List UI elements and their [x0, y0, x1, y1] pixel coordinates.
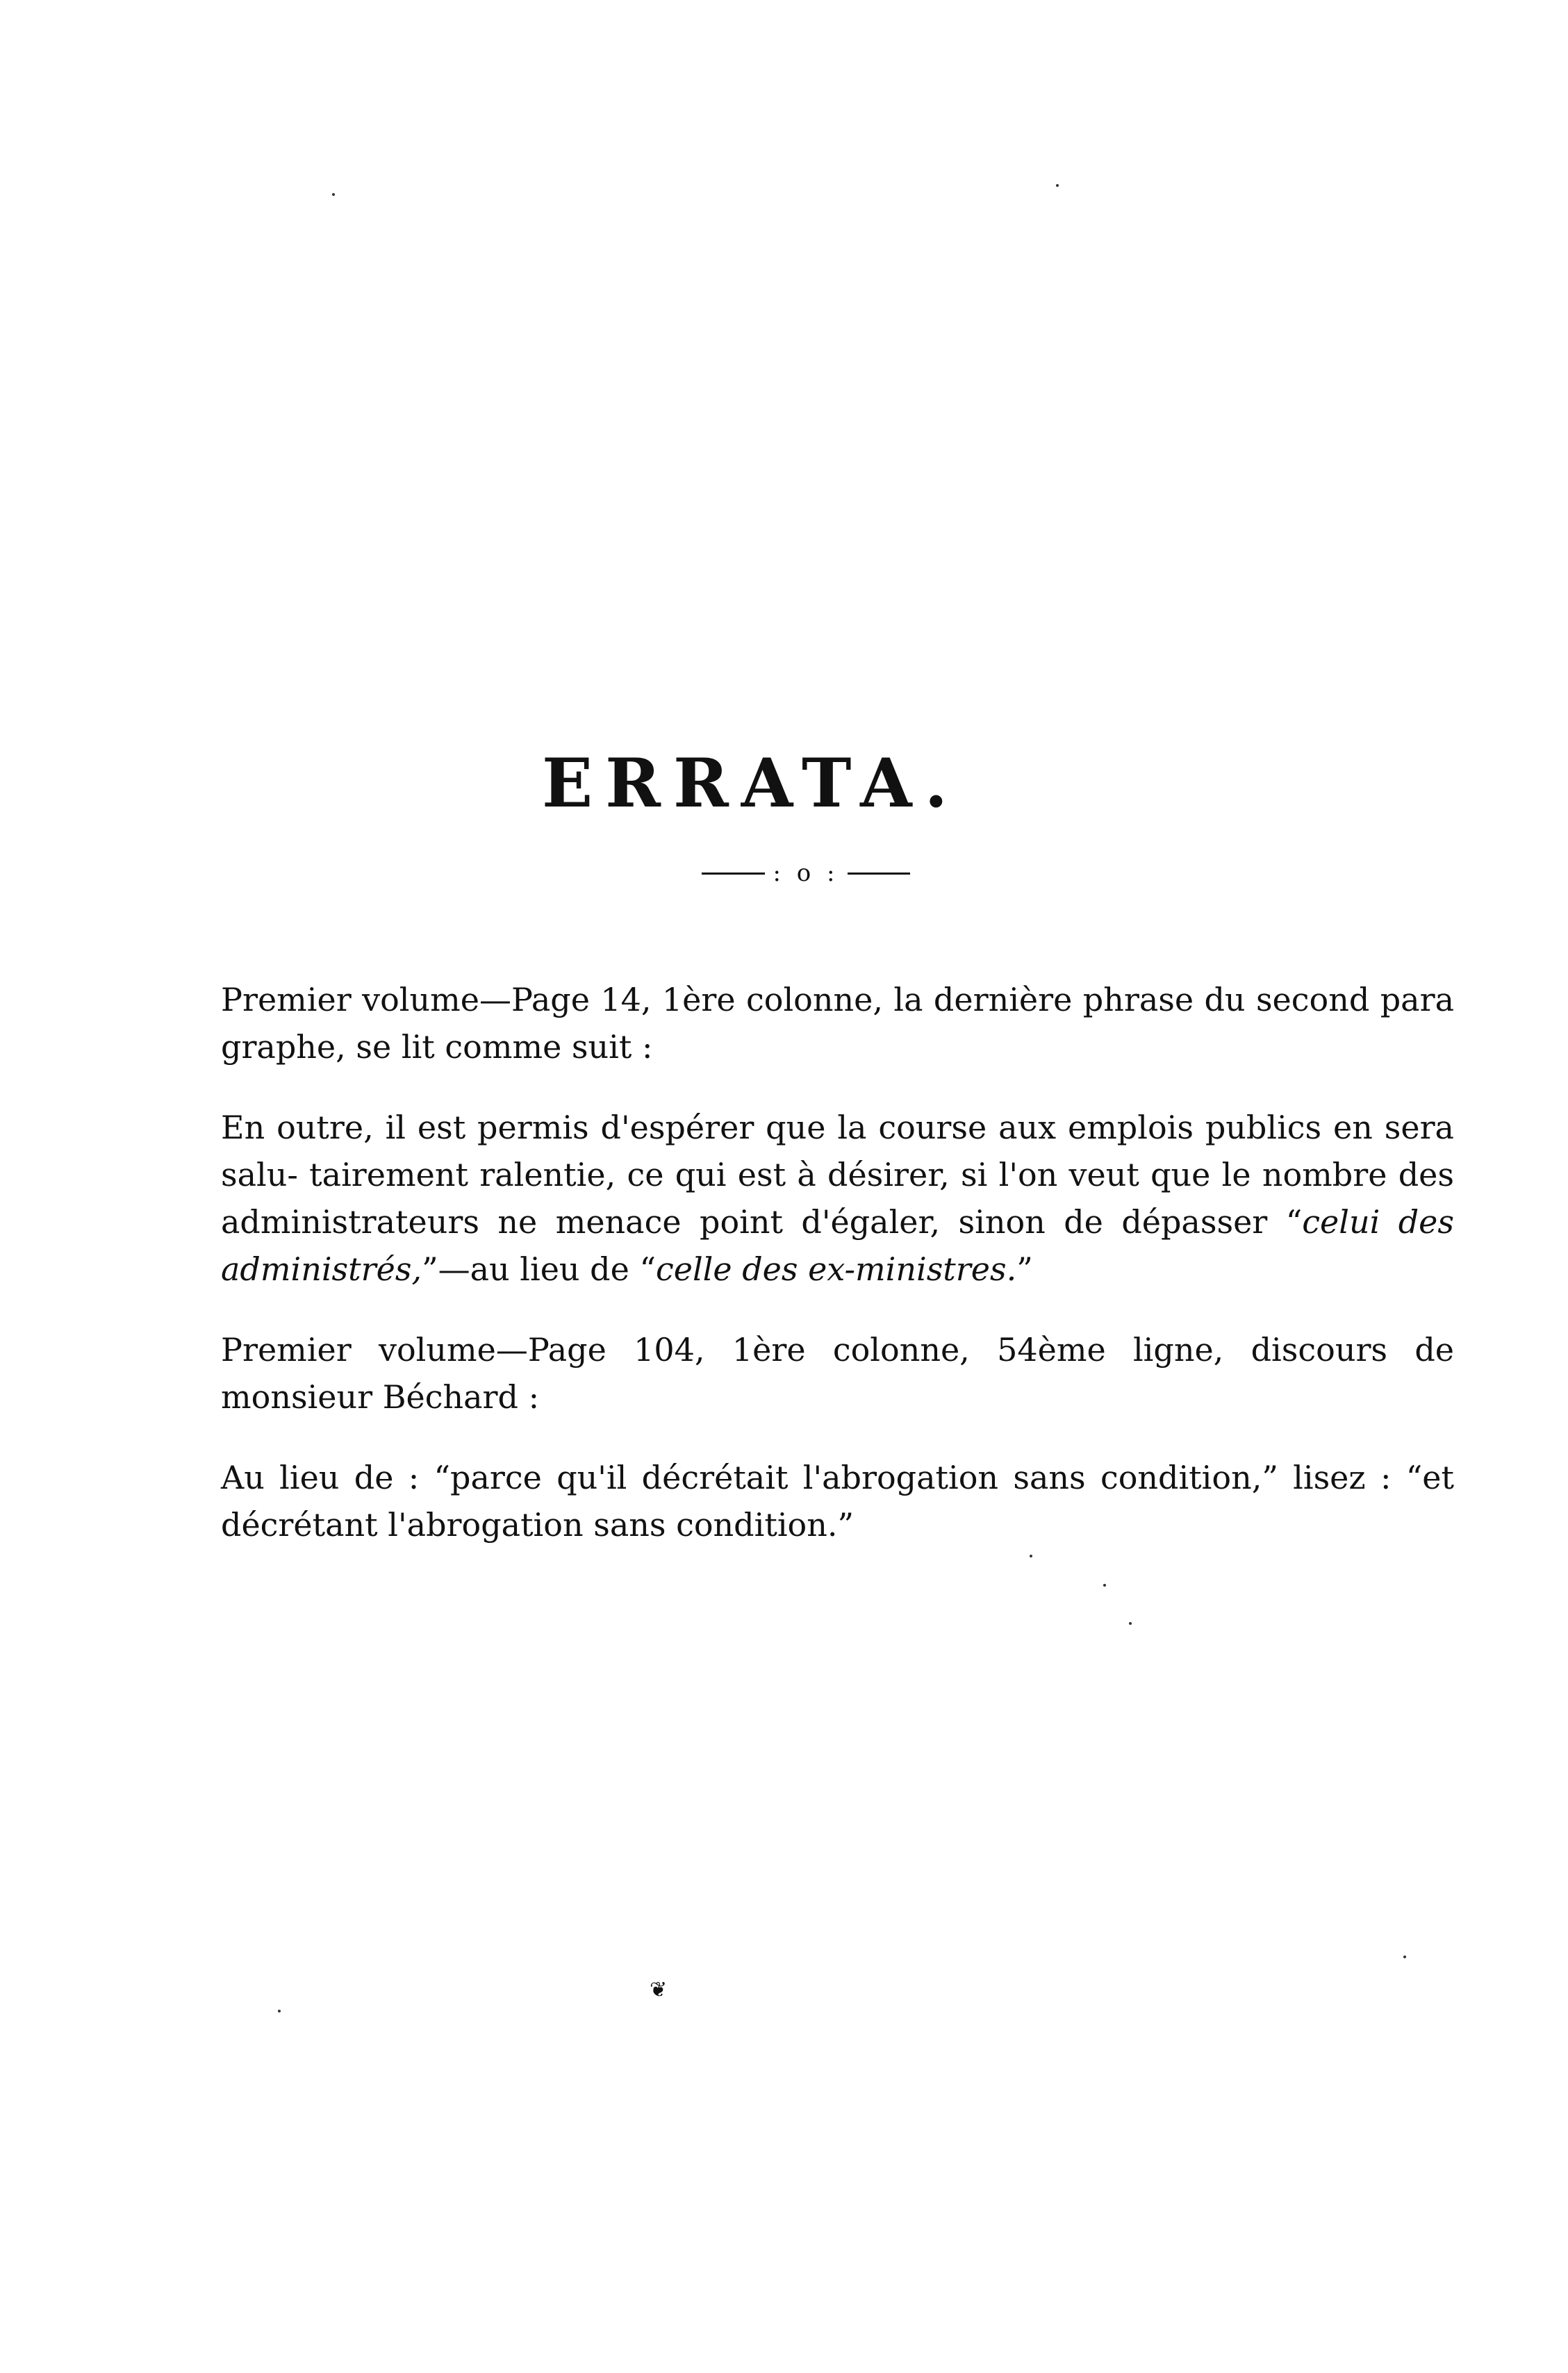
passage-end: ” [1016, 1250, 1033, 1288]
divider-rule-right [848, 873, 911, 875]
erratum-quoted-passage [221, 1104, 1454, 1293]
paper-speck [1103, 1584, 1106, 1587]
errata-heading: ERRATA. [542, 744, 961, 822]
divider-mark: : o : [773, 859, 839, 887]
passage-italic-1: celui des administrés, [221, 1203, 1454, 1288]
paper-speck [1056, 184, 1059, 187]
passage-italic-2: celle des ex-ministres. [655, 1250, 1017, 1288]
heading-divider [702, 861, 910, 885]
errata-body [221, 976, 1454, 1582]
passage-middle: ”—au lieu de “ [422, 1250, 656, 1288]
passage-text: En outre, il est permis d'espérer que la course aux emplois publics en sera salu- tairement ralentie, ce qui est à désirer, si l'on veut que le nombre des administrateurs ne menace point d'égaler, sinon de dépasser “ [221, 1109, 1454, 1241]
paper-speck [278, 2010, 281, 2012]
paper-speck [1129, 1622, 1132, 1625]
paper-speck [1403, 1956, 1406, 1958]
printer-ornament: ❦ [650, 1978, 668, 2002]
paper-speck [1030, 1555, 1032, 1557]
erratum-reference-1: Premier volume—Page 14, 1ère colonne, la dernière phrase du second para graphe, se lit comme suit : [221, 981, 1454, 1066]
divider-rule-left [702, 873, 765, 875]
erratum-reference-2: Premier volume—Page 104, 1ère colonne, 54ème ligne, discours de monsieur Béchard : [221, 1331, 1454, 1416]
erratum-correction: Au lieu de : “parce qu'il décrétait l'abrogation sans condition,” lisez : “et décrétant l'abrogation sans condition.” [221, 1459, 1454, 1544]
paper-speck [332, 193, 335, 196]
